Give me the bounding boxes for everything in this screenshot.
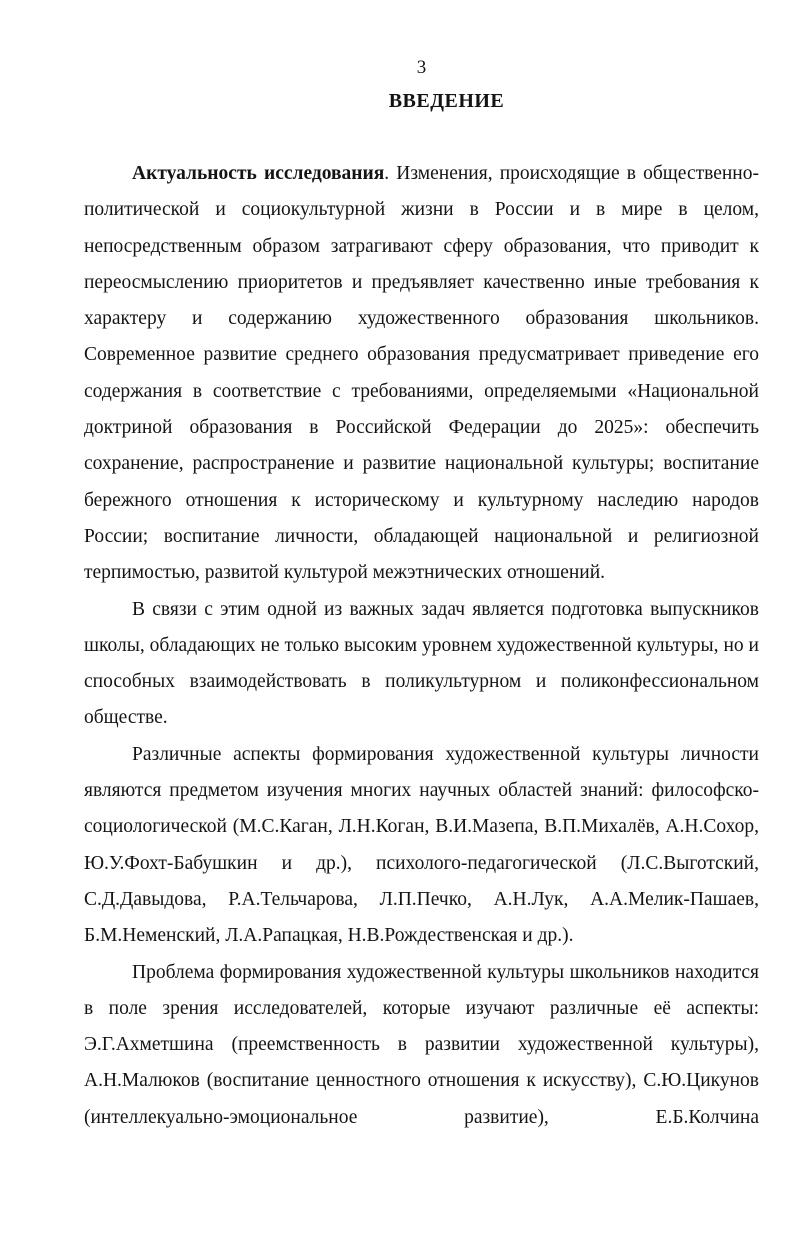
paragraph-aspects: Различные аспекты формирования художественной культуры личности являются предметом изучения многих научных областей знаний: философско-социологической (М.С.Каган, Л.Н.Коган, В.И.Мазепа, В.П.Михалёв, А.Н.Сохор, Ю.У.Фохт-Бабушкин и др.), психолого-педагогической (Л.С.Выготский, С.Д.Давыдова, Р.А.Тельчарова, Л.П.Печко, А.Н.Лук, А.А.Мелик-Пашаев, Б.М.Неменский, Л.А.Рапацкая, Н.В.Рождественская и др.). [84,743,759,947]
paragraph-lead: Актуальность исследования [132,163,385,184]
paragraph-relevance [84,156,759,592]
body-text [84,156,759,1136]
paragraph-text: . Изменения, происходящие в общественно-политической и социокультурной жизни в России и в мире в целом, непосредственным образом затрагивают сферу образования, что приводит к переосмыслению приоритетов и предъявляет качественно иные требования к характеру и содержанию художественного образования школьников. Современное развитие среднего образования предусматривает приведение его содержания в соответствие с требованиями, определяемыми «Национальной доктриной образования в Российской Федерации до 2025»: обеспечить сохранение, распространение и развитие национальной культуры; воспитание бережного отношения к историческому и культурному наследию народов России; воспитание личности, обладающей национальной и религиозной терпимостью, развитой культурой межэтнических отношений. [84,163,759,584]
paragraph-tasks: В связи с этим одной из важных задач является подготовка выпускников школы, обладающих не только высоким уровнем художественной культуры, но и способных взаимодействовать в поликультурном и поликонфессиональном обществе. [84,598,759,729]
paragraph-problem: Проблема формирования художественной культуры школьников находится в поле зрения исследователей, которые изучают различные её аспекты: Э.Г.Ахметшина (преемственность в развитии художественной культуры), А.Н.Малюков (воспитание ценностного отношения к искусству), С.Ю.Цикунов (интеллекуально-эмоциональное развитие), Е.Б.Колчина [84,961,759,1128]
section-heading: ВВЕДЕНИЕ [388,90,505,112]
page-number: 3 [416,57,427,78]
